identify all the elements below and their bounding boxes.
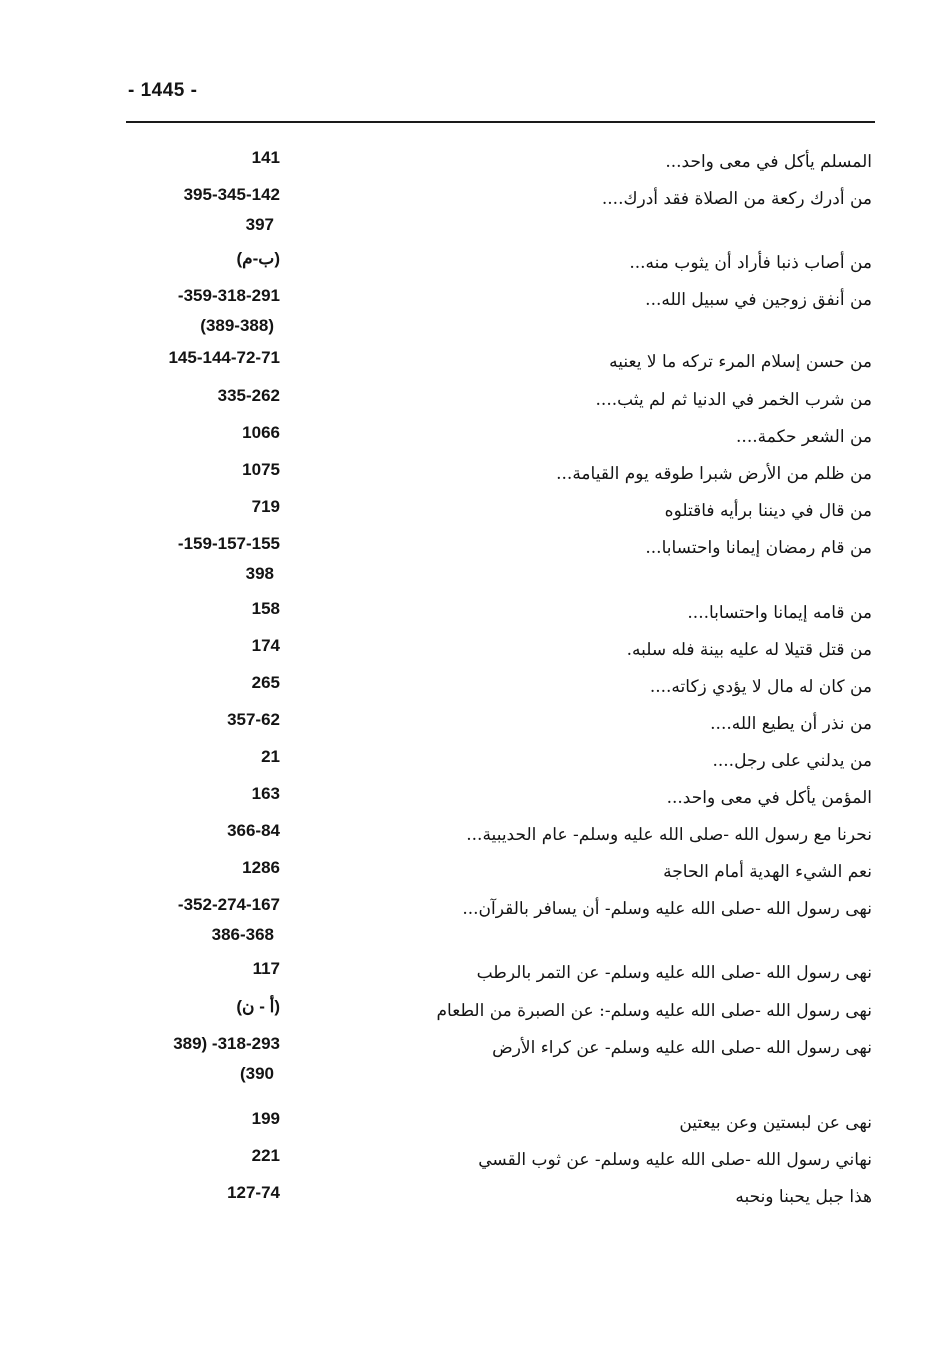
index-entry [0, 634, 948, 666]
hadith-text: من شرب الخمر في الدنيا ثم لم يثب.... [595, 390, 872, 410]
page-refs-continued: 398 [245, 564, 274, 583]
index-entry [0, 782, 948, 814]
page-refs: 366-84 [227, 821, 280, 840]
index-entry [0, 458, 948, 490]
index-entry [0, 671, 948, 703]
index-entry [0, 745, 948, 777]
hadith-text: هذا جبل يحبنا ونحبه [735, 1187, 872, 1207]
page-refs-continued: 397 [245, 215, 274, 234]
page-refs: 719 [251, 497, 280, 516]
page-refs: 174 [251, 636, 280, 655]
page-refs: 395-345-142 [183, 185, 280, 204]
header-rule [126, 121, 875, 123]
index-entry [0, 708, 948, 740]
hadith-text: من يدلني على رجل.... [712, 751, 872, 771]
hadith-text: من قتل قتيلا له عليه بينة فله سلبه. [626, 640, 872, 660]
hadith-text: المؤمن يأكل في معى واحد... [666, 788, 872, 808]
hadith-text: نهى رسول الله -صلى الله عليه وسلم- عن كراء الأرض [492, 1038, 872, 1058]
page-refs: -352-274-167 [177, 895, 280, 914]
page-refs: 265 [251, 673, 280, 692]
index-entry [0, 495, 948, 527]
page-refs: 1066 [242, 423, 280, 442]
page-refs: 145-144-72-71 [168, 348, 280, 367]
page-refs-continued: (389-388) [200, 316, 274, 335]
index-entry [0, 1107, 948, 1139]
index-entry [0, 346, 948, 378]
hadith-text: من الشعر حكمة.... [736, 427, 872, 447]
hadith-text: من كان له مال لا يؤدي زكاته.... [649, 677, 872, 697]
index-entry [0, 957, 948, 989]
page-refs: (أ - ن) [236, 997, 280, 1016]
page-refs-continued: (390 [239, 1064, 274, 1083]
index-entry [0, 819, 948, 851]
index-entry [0, 1181, 948, 1213]
hadith-text: نهى رسول الله -صلى الله عليه وسلم- عن التمر بالرطب [476, 963, 872, 983]
page-refs: 158 [251, 599, 280, 618]
hadith-text: نهى رسول الله -صلى الله عليه وسلم- أن يسافر بالقرآن... [462, 899, 872, 919]
index-entry [0, 532, 948, 583]
index-entry [0, 1144, 948, 1176]
hadith-text: من قال في ديننا برأيه فاقتلوه [664, 501, 872, 521]
index-entry [0, 247, 948, 279]
page-refs: 221 [251, 1146, 280, 1165]
page-refs: 141 [251, 148, 280, 167]
page-refs: -159-157-155 [177, 534, 280, 553]
index-entry [0, 284, 948, 335]
page-refs: 21 [261, 747, 280, 766]
hadith-text: نهاني رسول الله -صلى الله عليه وسلم- عن ثوب القسي [478, 1150, 872, 1170]
hadith-text: من ظلم من الأرض شبرا طوقه يوم القيامة... [556, 464, 872, 484]
hadith-text: من أنفق زوجين في سبيل الله... [645, 290, 872, 310]
hadith-text: من نذر أن يطيع الله.... [710, 714, 872, 734]
index-entry [0, 146, 948, 178]
page-refs: 1075 [242, 460, 280, 479]
page-refs: 127-74 [227, 1183, 280, 1202]
index-entry [0, 384, 948, 416]
hadith-text: من قامه إيمانا واحتسابا.... [687, 603, 872, 623]
hadith-text: نهى رسول الله -صلى الله عليه وسلم-: عن الصبرة من الطعام [436, 1001, 872, 1021]
index-entry [0, 856, 948, 888]
page-refs: 199 [251, 1109, 280, 1128]
hadith-text: نعم الشيء الهدية أمام الحاجة [663, 862, 872, 882]
hadith-text: من أدرك ركعة من الصلاة فقد أدرك.... [601, 189, 872, 209]
index-entry [0, 1032, 948, 1083]
page-refs: (ب-م) [236, 249, 280, 268]
page-refs: 357-62 [227, 710, 280, 729]
page-refs: 1286 [242, 858, 280, 877]
index-entry [0, 183, 948, 234]
hadith-text: نهى عن لبستين وعن بيعتين [679, 1113, 872, 1133]
index-entry [0, 893, 948, 944]
page-refs: 389) -318-293 [173, 1034, 280, 1053]
hadith-text: من قام رمضان إيمانا واحتسابا... [645, 538, 872, 558]
index-entry [0, 421, 948, 453]
hadith-text: نحرنا مع رسول الله -صلى الله عليه وسلم- عام الحديبية... [466, 825, 872, 845]
page-refs: -359-318-291 [177, 286, 280, 305]
page-number: - 1445 - [128, 80, 198, 101]
hadith-text: من أصاب ذنبا فأراد أن يثوب منه... [629, 253, 872, 273]
page-refs: 163 [251, 784, 280, 803]
page-refs-continued: 386-368 [211, 925, 274, 944]
hadith-text: المسلم يأكل في معى واحد... [665, 152, 872, 172]
hadith-text: من حسن إسلام المرء تركه ما لا يعنيه [609, 352, 872, 372]
page-refs: 335-262 [217, 386, 280, 405]
page-refs: 117 [252, 959, 280, 978]
index-entry [0, 995, 948, 1027]
index-entry [0, 597, 948, 629]
